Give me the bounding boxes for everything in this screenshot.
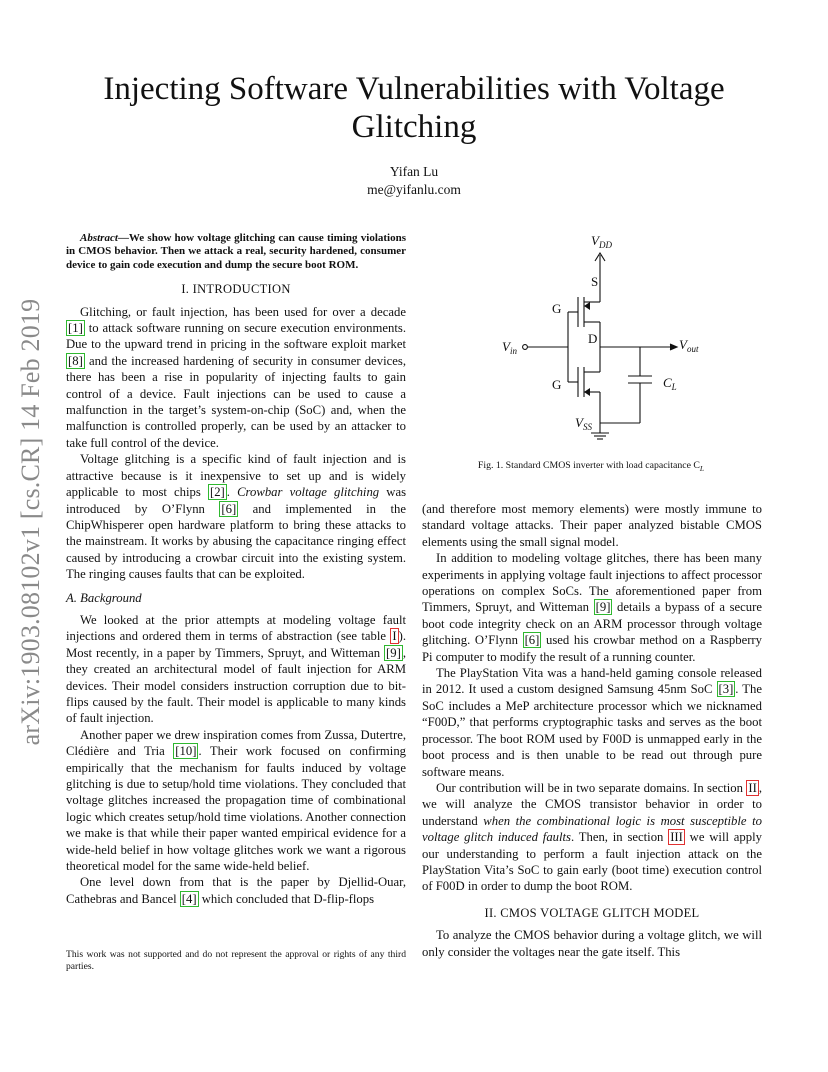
citation-link[interactable]: [3] bbox=[718, 682, 734, 697]
abstract-text: —We show how voltage glitching can cause timing violations in CMOS behavior. Then we attack a real, security hardened, consumer device to gain code execution and dump the secure boot ROM. bbox=[66, 232, 406, 271]
citation-link[interactable]: [8] bbox=[68, 353, 83, 368]
abstract bbox=[66, 232, 406, 272]
emphasis: when the combinational logic is most susceptible to voltage glitch induced faults bbox=[422, 813, 762, 845]
subsection-heading-background: A. Background bbox=[66, 590, 142, 605]
paragraph: Our contribution will be in two separate domains. In section II , we will analyze the CMOS transistor behavior in order to understand when the combinational logic is most susceptible to voltage glitch induced faults. Then, in section III we will apply our understanding to perform a fault injection attack on the PlayStation Vita’s SoC to gain early (boot time) execution control of F00D in order to dump the boot ROM. bbox=[422, 780, 762, 894]
paragraph: The PlayStation Vita was a hand-held gaming console released in 2012. It used a custom designed Samsung 45nm SoC [3] . The SoC includes a MeP architecture processor which we nicknamed “F00D,” that performs cryptographic tasks and serves as the boot processor. The boot ROM used by F00D is unmapped early in the boot process and is then unable to be read out through pure software means. bbox=[422, 666, 763, 779]
table-link[interactable]: I bbox=[392, 629, 397, 644]
paragraph: (and therefore most memory elements) were mostly immune to standard voltage attacks. Their paper analyzed bistable CMOS elements using the small signal model. bbox=[422, 502, 762, 549]
citation-link[interactable]: [9] bbox=[595, 600, 611, 615]
citation-link[interactable]: [10] bbox=[175, 744, 197, 759]
emphasis: Crowbar voltage glitching bbox=[237, 485, 380, 500]
author-name: Yifan Lu bbox=[389, 164, 439, 179]
paragraph: In addition to modeling voltage glitches, there has been many experiments in applying voltage fault injections to affect processor operations on complex SoCs. The aforementioned paper from Timmers, Spruyt, and Witteman [9] details a bypass of a secure boot code integrity check on an ARM processor through voltage glitching. O’Flynn [6] used his crowbar method on a Raspberry Pi computer to modify the result of a running counter. bbox=[422, 551, 763, 664]
paragraph: Voltage glitching is a specific kind of fault injection and is attractive because is it inexpensive to set up and is widely applicable to most chips [2] . Crowbar voltage glitching was introduced by O’Flynn [6] and implemented in the ChipWhisperer open hardware platform to bring these attacks to the mainstream. It works by abusing the capacitance ringing effect caused by introducing a crowbar circuit into the existing system. The ringing causes faults that can be exploited. bbox=[66, 452, 407, 582]
author-email: me@yifanlu.com bbox=[367, 182, 461, 197]
section-heading-cmos-model: II. CMOS VOLTAGE GLITCH MODEL bbox=[484, 905, 700, 920]
citation-link[interactable]: [1] bbox=[68, 321, 83, 336]
right-column bbox=[422, 501, 762, 960]
gate-label-bottom: G bbox=[552, 377, 562, 392]
citation-link[interactable]: [6] bbox=[524, 633, 540, 648]
paragraph: To analyze the CMOS behavior during a voltage glitch, we will only consider the voltages near the gate itself. This bbox=[422, 928, 762, 959]
drain-label: D bbox=[588, 331, 598, 346]
citation-link[interactable]: [2] bbox=[209, 485, 225, 500]
left-column bbox=[66, 232, 406, 907]
cmos-inverter-figure bbox=[480, 225, 740, 450]
citation-link[interactable]: [6] bbox=[221, 501, 237, 516]
citation-link[interactable]: [4] bbox=[181, 891, 197, 906]
paper-title: Injecting Software Vulnerabilities with Voltage Glitching bbox=[103, 71, 725, 145]
paragraph: Glitching, or fault injection, has been used for over a decade [1] to attack software running on secure execution environments. Due to the upward trend in pricing in the software exploit market [8] and the increased hardening of security in consumer devices, there has been a rise in popularity of injecting faults to gain control of a device. Fault injections can be used to cause a malfunction in the target’s system-on-chip (SoC) and, when the malfunction is controlled properly, can be used by an attacker to take full control of the device. bbox=[66, 304, 406, 450]
vdd-label: $V_{DD}$ bbox=[591, 233, 612, 250]
gate-label-top: G bbox=[552, 301, 562, 316]
section-link[interactable]: II bbox=[748, 780, 757, 795]
footnote: This work was not supported and do not represent the approval or rights of any third parties. bbox=[66, 949, 406, 972]
abstract-label: Abstract bbox=[80, 232, 118, 244]
paragraph: We looked at the prior attempts at modeling voltage fault injections and ordered them in terms of abstraction (see table I ). Most recently, in a paper by Timmers, Spruyt, and Witteman [9] , they created an architectural model of fault injection for ARM devices. Their model considers instruction corruption due to bit-flips caused by the fault. Their model is applicable to many kinds of fault injection. bbox=[66, 612, 406, 726]
cl-label: $C_L$ bbox=[663, 375, 677, 392]
source-label: S bbox=[591, 274, 599, 289]
citation-link[interactable]: [9] bbox=[386, 645, 401, 660]
paragraph: One level down from that is the paper by Djellid-Ouar, Cathebras and Bancel [4] which concluded that D-flip-flops bbox=[66, 875, 406, 906]
vss-label: $V_{SS}$ bbox=[575, 415, 592, 432]
author-block bbox=[0, 163, 828, 199]
arxiv-side-identifier: arXiv:1903.08102v1 [cs.CR] 14 Feb 2019 bbox=[16, 298, 45, 746]
vout-label: $V_{out}$ bbox=[679, 337, 699, 354]
paragraph: Another paper we drew inspiration comes from Zussa, Dutertre, Clédière and Tria [10] . Their work focused on confirming empirically that the mechanism for faults induced by voltage glitching is due to setup/hold time violations. They concluded that voltage glitches increased the propagation time of combinational logic which creates setup/hold time violations. Another connection we make is that while their paper wanted empirical evidence for a wide-held belief in how voltage glitches work we want a rigorous theoretical model for the same wide-held belief. bbox=[66, 727, 407, 874]
section-heading-introduction: I. INTRODUCTION bbox=[181, 282, 291, 297]
figure-caption: Fig. 1. Standard CMOS inverter with load capacitance $C_L$ bbox=[477, 460, 705, 473]
vin-label: $V_{in}$ bbox=[502, 339, 517, 356]
section-link[interactable]: III bbox=[670, 830, 683, 845]
